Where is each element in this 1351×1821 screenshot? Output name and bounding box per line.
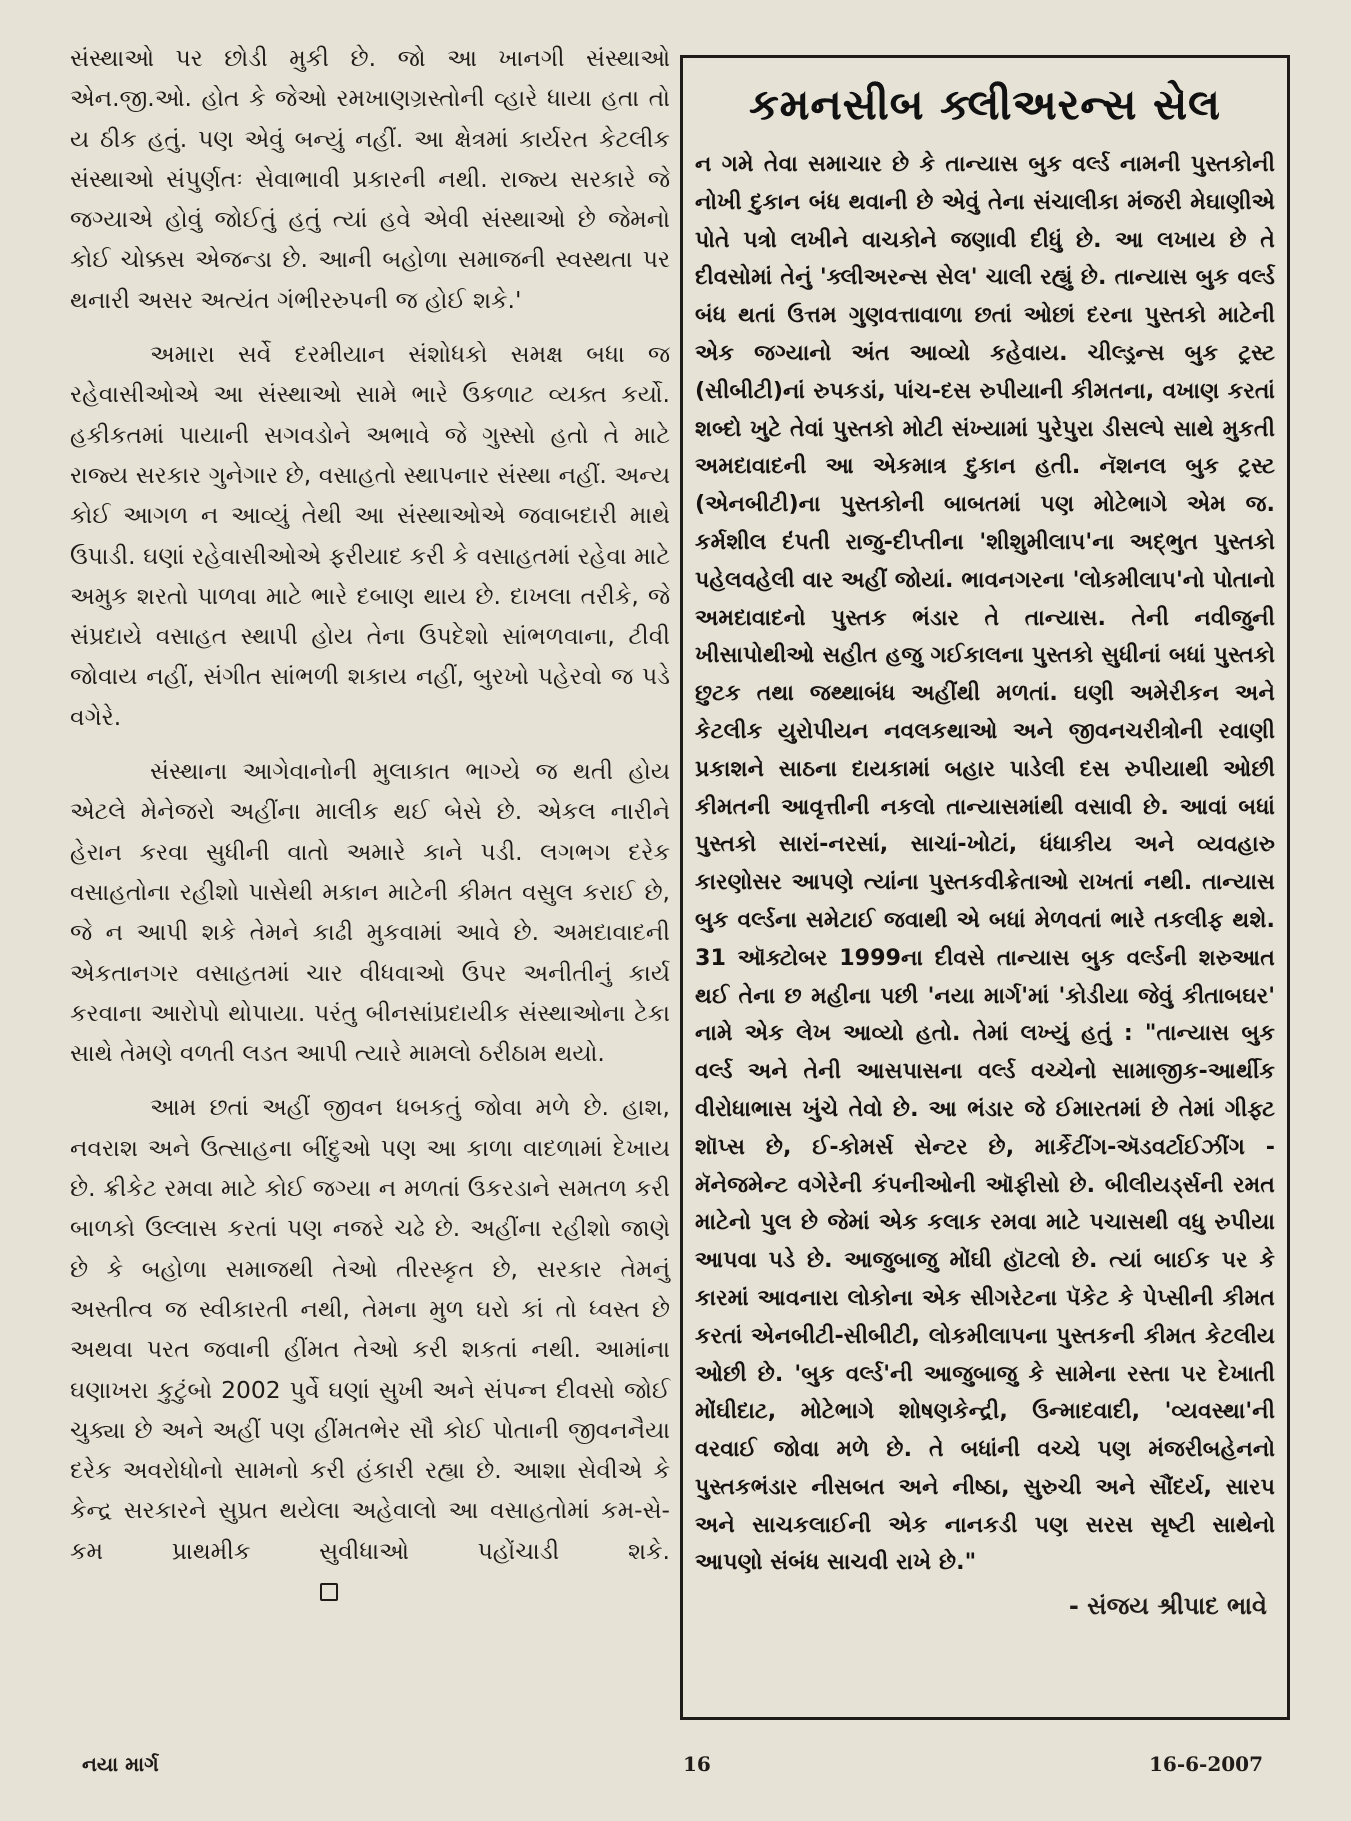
author-signature: - સંજય શ્રીપાદ ભાવે: [1068, 1592, 1267, 1621]
article-paragraph-1: સંસ્થાઓ પર છોડી મુકી છે. જો આ ખાનગી સંસ્થાઓ એન.જી.ઓ. હોત કે જેઓ રમખાણગ્રસ્તોની વ્હારે ધાયા હતા તો ય ઠીક હતું. પણ એવું બન્યું નહીં. આ ક્ષેત્રમાં કાર્યરત કેટલીક સંસ્થાઓ સંપુર્ણતઃ સેવાભાવી પ્રકારની નથી. રાજ્ય સરકારે જે જગ્યાએ હોવું જોઈતું હતું ત્યાં હવે એવી સંસ્થાઓ છે જેમનો કોઈ ચોક્કસ એજન્ડા છે. આની બહોળા સમાજની સ્વસ્થતા પર થનારી અસર અત્યંત ગંભીરરુપની જ હોઈ શકે.': [70, 44, 670, 314]
page-number: 16: [683, 1752, 711, 1776]
sidebar-box-title: કમનસીબ ક્લીઅરન્સ સેલ: [749, 80, 1221, 129]
article-paragraph-2: અમારા સર્વે દરમીયાન સંશોધકો સમક્ષ બધા જ રહેવાસીઓએ આ સંસ્થાઓ સામે ભારે ઉકળાટ વ્યક્ત કર્યો. હકીકતમાં પાયાની સગવડોને અભાવે જે ગુસ્સો હતો તે માટે રાજ્ય સરકાર ગુનેગાર છે, વસાહતો સ્થાપનાર સંસ્થા નહીં. અન્ય કોઈ આગળ ન આવ્યું તેથી આ સંસ્થાઓએ જવાબદારી માથે ઉપાડી. ઘણાં રહેવાસીઓએ ફરીયાદ કરી કે વસાહતમાં રહેવા માટે અમુક શરતો પાળવા માટે ભારે દબાણ થાય છે. દાખલા તરીકે, જે સંપ્રદાયે વસાહત સ્થાપી હોય તેના ઉપદેશો સાંભળવાના, ટીવી જોવાય નહીં, સંગીત સાંભળી શકાય નહીં, બુરખો પહેરવો જ પડે વગેરે.: [70, 340, 670, 731]
article-paragraph-4: [70, 1087, 670, 1611]
sidebar-box-body: [695, 146, 1275, 1582]
end-of-article-mark-icon: [320, 1583, 338, 1601]
publication-name: નયા માર્ગ: [82, 1752, 159, 1776]
article-column: [70, 38, 670, 1611]
page-footer: [0, 1752, 1351, 1782]
article-paragraph-4-text: આમ છતાં અહીં જીવન ધબકતું જોવા મળે છે. હાશ, નવરાશ અને ઉત્સાહના બીંદુઓ પણ આ કાળા વાદળામાં દેખાય છે. ક્રીકેટ રમવા માટે કોઈ જગ્યા ન મળતાં ઉકરડાને સમતળ કરી બાળકો ઉલ્લાસ કરતાં પણ નજરે ચઢે છે. અહીંના રહીશો જાણે છે કે બહોળા સમાજથી તેઓ તીરસ્કૃત છે, સરકાર તેમનું અસ્તીત્વ જ સ્વીકારતી નથી, તેમના મુળ ઘરો કાં તો ધ્વસ્ત છે અથવા પરત જવાની હીંમત તેઓ કરી શકતાં નથી. આમાંના ઘણાખરા કુટુંબો 2002 પુર્વે ઘણાં સુખી અને સંપન્ન દીવસો જોઈ ચુક્યા છે અને અહીં પણ હીંમતભેર સૌ કોઈ પોતાની જીવનનૈયા દરેક અવરોધોનો સામનો કરી હંકારી રહ્યા છે. આશા સેવીએ કે કેન્દ્ર સરકારને સુપ્રત થયેલા અહેવાલો આ વસાહતોમાં કમ-સે-કમ પ્રાથમીક સુવીધાઓ પહોંચાડી શકે.: [70, 1093, 670, 1565]
sidebar-box-text: ન ગમે તેવા સમાચાર છે કે તાન્યાસ બુક વર્લ્ડ નામની પુસ્તકોની નોખી દુકાન બંધ થવાની છે એવું તેના સંચાલીકા મંજરી મેઘાણીએ પોતે પત્રો લખીને વાચકોને જણાવી દીધું છે. આ લખાય છે તે દીવસોમાં તેનું 'ક્લીઅરન્સ સેલ' ચાલી રહ્યું છે. તાન્યાસ બુક વર્લ્ડ બંધ થતાં ઉત્તમ ગુણવત્તાવાળા છતાં ઓછાં દરના પુસ્તકો માટેની એક જગ્યાનો અંત આવ્યો કહેવાય. ચીલ્ડ્રન્સ બુક ટ્રસ્ટ (સીબીટી)નાં રુપકડાં, પાંચ-દસ રુપીયાની કીમતના, વખાણ કરતાં શબ્દો ખુટે તેવાં પુસ્તકો મોટી સંખ્યામાં પુરેપુરા ડીસલ્પે સાથે મુકતી અમદાવાદની આ એકમાત્ર દુકાન હતી. નૅશનલ બુક ટ્રસ્ટ (એનબીટી)ના પુસ્તકોની બાબતમાં પણ મોટેભાગે એમ જ. કર્મશીલ દંપતી રાજુ-દીપ્તીના 'શીશુમીલાપ'ના અદ્ભુત પુસ્તકો પહેલવહેલી વાર અહીં જોયાં. ભાવનગરના 'લોકમીલાપ'નો પોતાનો અમદાવાદનો પુસ્તક ભંડાર તે તાન્યાસ. તેની નવીજુની ખીસાપોથીઓ સહીત હજુ ગઈકાલના પુસ્તકો સુધીનાં બધાં પુસ્તકો છુટક તથા જથ્થાબંધ અહીંથી મળતાં. ઘણી અમેરીકન અને કેટલીક યુરોપીયન નવલકથાઓ અને જીવનચરીત્રોની રવાણી પ્રકાશને સાઠના દાયકામાં બહાર પાડેલી દસ રુપીયાથી ઓછી કીમતની આવૃત્તીની નકલો તાન્યાસમાંથી વસાવી છે. આવાં બધાં પુસ્તકો સારાં-નરસાં, સાચાં-ખોટાં, ધંધાકીય અને વ્યવહારુ કારણોસર આપણે ત્યાંના પુસ્તકવીક્રેતાઓ રાખતાં નથી. તાન્યાસ બુક વર્લ્ડના સમેટાઈ જવાથી એ બધાં મેળવતાં ભારે તકલીફ થશે. 31 ઑક્ટોબર 1999ના દીવસે તાન્યાસ બુક વર્લ્ડની શરુઆત થઈ તેના છ મહીના પછી 'નયા માર્ગ'માં 'કોડીયા જેવું કીતાબઘર' નામે એક લેખ આવ્યો હતો. તેમાં લખ્યું હતું : "તાન્યાસ બુક વર્લ્ડ અને તેની આસપાસના વર્લ્ડ વચ્ચેનો સામાજીક-આર્થીક વીરોધાભાસ ખુંચે તેવો છે. આ ભંડાર જે ઈમારતમાં છે તેમાં ગીફ્ટ શૉપ્સ છે, ઈ-કોમર્સ સેન્ટર છે, માર્કેટીંગ-ઍડવર્ટાઈઝીંગ - મૅનેજમેન્ટ વગેરેની કંપનીઓની ઑફીસો છે. બીલીયર્ડ્સની રમત માટેનો પુલ છે જેમાં એક કલાક રમવા માટે પચાસથી વધુ રુપીયા આપવા પડે છે. આજુબાજુ મોંઘી હૉટલો છે. ત્યાં બાઈક પર કે કારમાં આવનારા લોકોના એક સીગરેટના પૅકેટ કે પેપ્સીની કીમત કરતાં એનબીટી-સીબીટી, લોકમીલાપના પુસ્તકની કીમત કેટલીય ઓછી છે. 'બુક વર્લ્ડ'ની આજુબાજુ કે સામેના રસ્તા પર દેખાતી મોંઘીદાટ, મોટેભાગે શોષણકેન્દ્રી, ઉન્માદવાદી, 'વ્યવસ્થા'ની વરવાઈ જોવા મળે છે. તે બધાંની વચ્ચે પણ મંજરીબહેનનો પુસ્તકભંડાર નીસબત અને નીષ્ઠા, સુરુચી અને સૌંદર્ય, સારપ અને સાચકલાઈની એક નાનકડી પણ સરસ સૃષ્ટી સાથેનો આપણો સંબંધ સાચવી રાખે છે.": [695, 151, 1275, 1576]
sidebar-box: [680, 55, 1290, 1720]
article-paragraph-3: સંસ્થાના આગેવાનોની મુલાકાત ભાગ્યે જ થતી હોય એટલે મેનેજરો અહીંના માલીક થઈ બેસે છે. એકલ નારીને હેરાન કરવા સુધીની વાતો અમારે કાને પડી. લગભગ દરેક વસાહતોના રહીશો પાસેથી મકાન માટેની કીમત વસુલ કરાઈ છે, જે ન આપી શકે તેમને કાઢી મુકવામાં આવે છે. અમદાવાદની એકતાનગર વસાહતમાં ચાર વીધવાઓ ઉપર અનીતીનું કાર્ય કરવાના આરોપો થોપાયા. પરંતુ બીનસાંપ્રદાયીક સંસ્થાઓના ટેકા સાથે તેમણે વળતી લડત આપી ત્યારે મામલો ઠરીઠામ થયો.: [70, 757, 670, 1068]
issue-date: 16-6-2007: [1148, 1752, 1263, 1776]
